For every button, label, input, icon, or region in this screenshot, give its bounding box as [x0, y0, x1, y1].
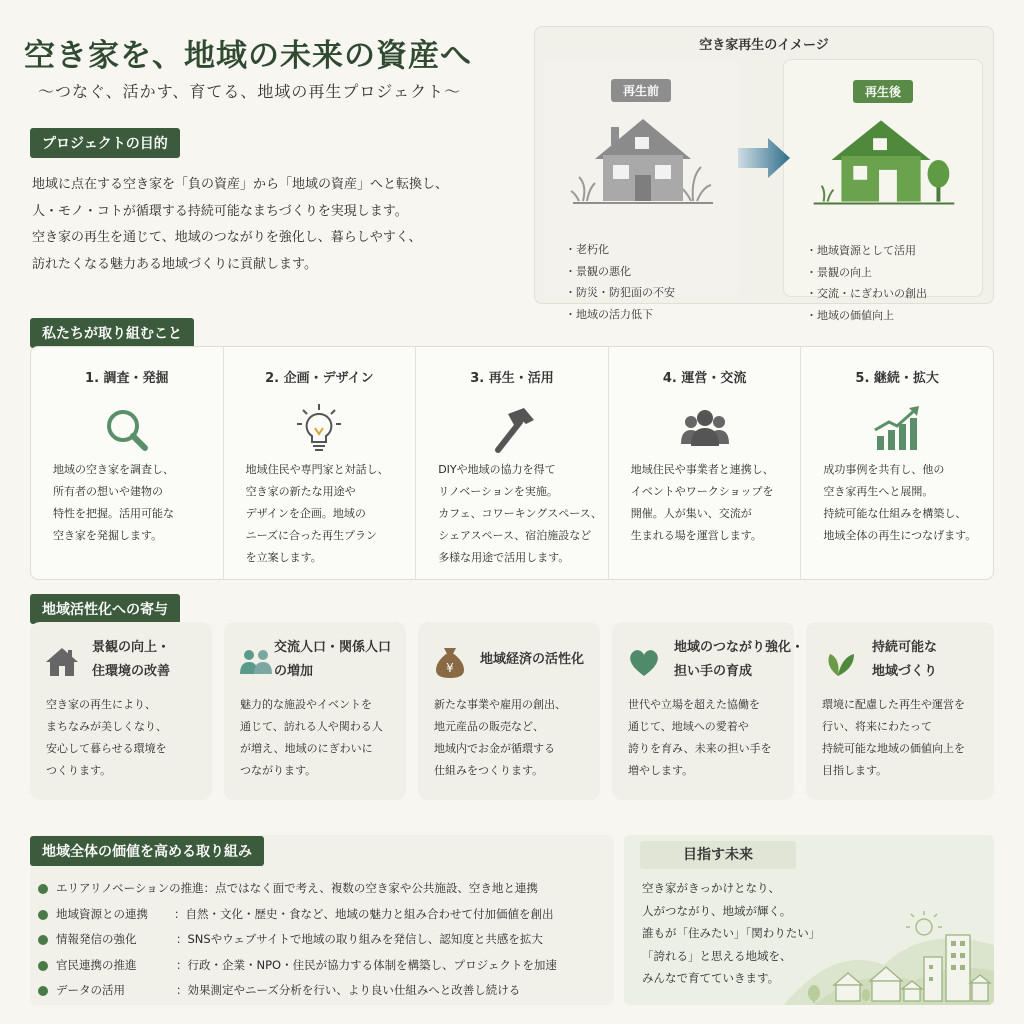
- leaf-icon: [820, 644, 856, 680]
- contribution-line: 環境に配慮した再生や運営を: [822, 698, 965, 711]
- contribution-line: が増え、地域のにぎわいに: [240, 742, 373, 755]
- bullet-icon: [38, 986, 48, 996]
- initiative-body: ：行政・企業・NPO・住民が協力する体制を構築し、プロジェクトを加速: [176, 957, 557, 972]
- image-panel-title: 空き家再生のイメージ: [699, 38, 829, 53]
- step-text: [53, 459, 217, 547]
- step-text: [631, 459, 795, 547]
- contribution-text: [46, 694, 167, 782]
- after-card: [783, 59, 983, 322]
- step-card: [224, 347, 417, 579]
- step-title: 1. 調査・発掘: [85, 371, 169, 386]
- purpose-line: 地域に点在する空き家を「負の資産」から「地域の資産」へと転換し、: [32, 177, 449, 192]
- step-line: 開催。人が集い、交流が: [630, 507, 752, 520]
- list-item: ・ 地域資源として活用: [806, 240, 927, 262]
- lightbulb-icon: [289, 402, 349, 458]
- contribution-title-line: 住環境の改善: [92, 664, 171, 679]
- step-line: 地域全体の再生につなげます。: [823, 529, 977, 542]
- contribution-line: 安心して暮らせる環境を: [46, 742, 167, 755]
- list-item: [40, 953, 557, 979]
- contribution-line: 通じて、訪れる人や関わる人: [240, 720, 383, 733]
- step-line: DIYや地域の協力を得て: [438, 463, 556, 476]
- step-card: [801, 347, 993, 579]
- step-line: 持続可能な仕組みを構築し、: [823, 507, 967, 520]
- contribution-line: 仕組みをつくります。: [434, 764, 544, 777]
- contribution-line: 誇りを育み、未来の担い手を: [628, 742, 772, 755]
- contribution-line: 増やします。: [628, 764, 694, 777]
- contribution-line: 世代や立場を超えた協働を: [628, 698, 760, 711]
- contribution-text: [822, 694, 965, 782]
- contribution-title-line: 地域経済の活性化: [480, 652, 585, 667]
- step-line: リノベーションを実施。: [438, 485, 558, 498]
- list-item: [40, 927, 557, 953]
- step-title: 4. 運営・交流: [662, 371, 747, 386]
- community-icon: [238, 644, 274, 680]
- step-line: ニーズに合った再生プラン: [245, 529, 378, 542]
- future-line: みんなで育てていきます。: [642, 971, 780, 985]
- growth-chart-icon: [867, 402, 927, 458]
- initiative-body: ：点ではなく面で考え、複数の空き家や公共施設、空き地と連携: [203, 881, 538, 895]
- magnifier-icon: [97, 402, 157, 458]
- initiative-list: [40, 876, 557, 1004]
- before-list: [565, 239, 675, 325]
- step-title: 3. 再生・活用: [470, 371, 554, 386]
- step-line: カフェ、コワーキングスペース、: [438, 507, 602, 520]
- step-line: 地域住民や事業者と連携し、: [630, 463, 774, 476]
- bullet-icon: [38, 961, 48, 971]
- contribution-line: つくります。: [46, 764, 112, 777]
- list-item: [40, 978, 557, 1004]
- step-line: シェアスペース、宿泊施設など: [438, 529, 592, 542]
- steps-label: 私たちが取り組むこと: [30, 318, 194, 348]
- list-item: ・ 交流・にぎわいの創出: [806, 283, 927, 305]
- step-card: [416, 347, 609, 579]
- future-label: 目指す未来: [640, 841, 796, 869]
- step-text: [246, 459, 410, 569]
- contribution-card: [224, 622, 406, 800]
- contribution-line: 地域内でお金が循環する: [434, 742, 555, 755]
- step-line: 空き家再生へと展開。: [823, 485, 934, 498]
- initiative-body: ：SNSやウェブサイトで地域の取り組みを発信し、認知度と共感を拡大: [176, 932, 543, 947]
- house-icon: [44, 644, 80, 680]
- step-line: イベントやワークショップを: [630, 485, 774, 498]
- contribution-card: [30, 622, 212, 800]
- list-item: ・ 景観の悪化: [565, 261, 675, 283]
- contribution-line: 持続可能な地域の価値向上を: [822, 742, 965, 755]
- contribution-line: まちなみが美しくなり、: [46, 720, 167, 733]
- contribution-title: [274, 636, 391, 684]
- step-line: 特性を把握。活用可能な: [53, 507, 174, 520]
- contribution-card: [418, 622, 600, 800]
- contribution-text: [434, 694, 566, 782]
- svg-text:¥: ¥: [446, 661, 454, 675]
- future-panel: [624, 835, 994, 1005]
- step-line: デザインを企画。地域の: [245, 507, 366, 520]
- step-line: 空き家の新たな用途や: [245, 485, 356, 498]
- list-item: [40, 902, 557, 928]
- step-line: 多様な用途で活用します。: [438, 551, 570, 564]
- future-line: 人がつながり、地域が輝く。: [642, 903, 792, 918]
- contribution-card: [806, 622, 994, 800]
- contribution-line: 行い、将来にわたって: [822, 720, 932, 733]
- contribution-line: 地元産品の販売など、: [434, 720, 544, 733]
- contribution-line: 目指します。: [822, 764, 888, 777]
- contribution-line: つながります。: [240, 764, 317, 777]
- initiative-head: エリアリノベーションの推進: [56, 881, 204, 895]
- contribution-card: [612, 622, 805, 800]
- initiative-body: ：自然・文化・歴史・食など、地域の魅力と組み合わせて付加価値を創出: [174, 906, 554, 921]
- contribution-title-line: 地域づくり: [872, 664, 938, 679]
- step-text: [823, 459, 987, 547]
- purpose-label: プロジェクトの目的: [30, 128, 180, 158]
- list-item: ・ 老朽化: [565, 239, 675, 261]
- step-line: 地域住民や専門家と対話し、: [245, 463, 389, 476]
- old-house-icon: [543, 107, 739, 207]
- contribution-title: [674, 636, 804, 684]
- steps-panel: [30, 346, 994, 580]
- purpose-line: 人・モノ・コトが循環する持続可能なまちづくりを実現します。: [32, 203, 408, 219]
- purpose-text: [32, 172, 502, 278]
- initiative-head: 地域資源との連携: [56, 906, 148, 921]
- renovated-house-icon: [784, 108, 982, 208]
- purpose-line: 空き家の再生を通じて、地域のつながりを強化し、暮らしやすく、: [32, 230, 422, 245]
- contribution-title-line: 担い手の育成: [674, 664, 753, 679]
- bullet-icon: [38, 910, 48, 920]
- step-text: [438, 459, 602, 569]
- contribution-title-line: 地域のつながり強化・: [674, 640, 805, 655]
- contribution-text: [240, 694, 383, 782]
- hammer-icon: [482, 402, 542, 458]
- people-icon: [675, 402, 735, 458]
- bullet-icon: [38, 935, 48, 945]
- arrow-right-icon: [738, 138, 792, 178]
- before-badge: 再生前: [611, 79, 671, 102]
- step-card: [31, 347, 224, 579]
- contribution-line: 空き家の再生により、: [46, 698, 156, 711]
- future-line: 誰もが「住みたい」「関わりたい」: [642, 926, 821, 940]
- list-item: ・ 防災・防犯面の不安: [565, 282, 675, 304]
- step-line: を立案します。: [245, 551, 322, 564]
- contributions-label: 地域活性化への寄与: [30, 594, 180, 624]
- before-card: [543, 59, 739, 321]
- initiative-head: 情報発信の強化: [56, 932, 137, 947]
- contribution-title-line: の増加: [274, 664, 314, 679]
- initiative-body: ：効果測定やニーズ分析を行い、より良い仕組みへと改善し続ける: [176, 983, 521, 998]
- contribution-title-line: 持続可能な: [872, 640, 938, 655]
- step-card: [609, 347, 802, 579]
- page-title: 空き家を、地域の未来の資産へ: [24, 38, 472, 74]
- list-item: ・ 景観の向上: [806, 262, 927, 284]
- heart-icon: [626, 644, 662, 680]
- contribution-title-line: 景観の向上・: [92, 640, 171, 655]
- initiative-head: データの活用: [56, 983, 125, 998]
- step-line: 生まれる場を運営します。: [630, 529, 762, 542]
- purpose-line: 訪れたくなる魅力ある地域づくりに貢献します。: [32, 256, 317, 272]
- future-line: 空き家がきっかけとなり、: [642, 881, 780, 895]
- list-item: ・ 地域の活力低下: [565, 304, 675, 326]
- step-line: 成功事例を共有し、他の: [823, 463, 945, 476]
- page-subtitle: 〜つなぐ、活かす、育てる、地域の再生プロジェクト〜: [38, 82, 462, 101]
- initiative-head: 官民連携の推進: [56, 957, 137, 972]
- money-bag-icon: [432, 644, 468, 680]
- step-line: 空き家を発掘します。: [53, 529, 163, 542]
- contribution-text: [628, 694, 772, 782]
- contribution-title: [872, 636, 937, 684]
- list-item: [40, 876, 557, 902]
- initiatives-label: 地域全体の価値を高める取り組み: [30, 836, 264, 866]
- contribution-line: 魅力的な施設やイベントを: [240, 698, 372, 711]
- step-line: 所有者の想いや建物の: [53, 485, 163, 498]
- contribution-title-line: 交流人口・関係人口: [274, 640, 392, 655]
- bullet-icon: [38, 884, 48, 894]
- future-line: 「誇れる」と思える地域を、: [642, 948, 792, 963]
- step-title: 2. 企画・デザイン: [265, 371, 374, 386]
- step-line: 地域の空き家を調査し、: [53, 463, 174, 476]
- contribution-line: 通じて、地域への愛着や: [628, 720, 749, 733]
- contribution-line: 新たな事業や雇用の創出、: [434, 698, 566, 711]
- town-illustration-icon: [774, 905, 994, 1005]
- step-title: 5. 継続・拡大: [855, 371, 939, 386]
- after-badge: 再生後: [853, 80, 913, 103]
- list-item: ・ 地域の価値向上: [806, 305, 927, 327]
- after-list: [806, 240, 927, 326]
- contribution-title: [480, 648, 584, 672]
- contribution-title: [92, 636, 170, 684]
